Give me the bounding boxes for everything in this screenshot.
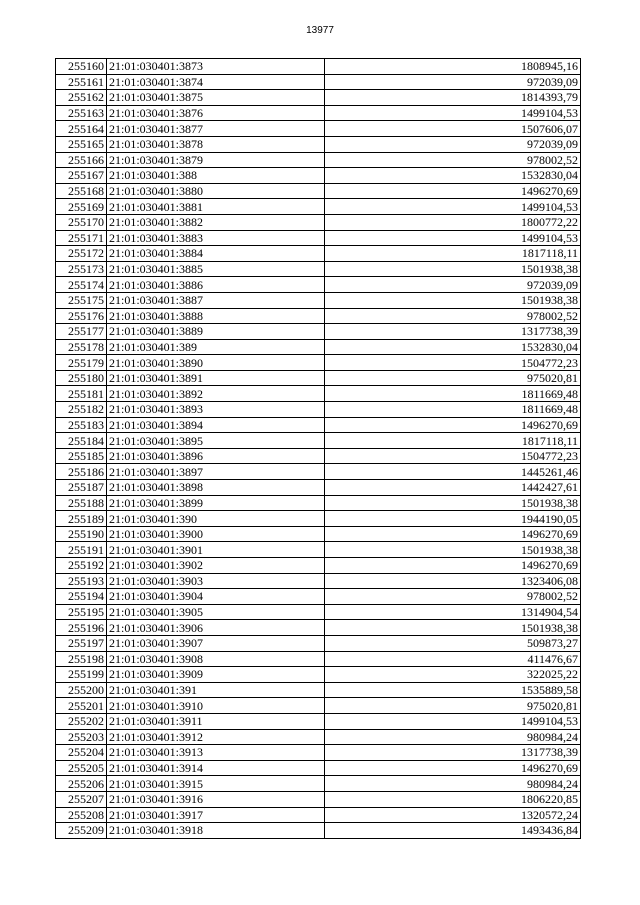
table-row — [56, 74, 581, 90]
row-number-cell: 255203 — [56, 729, 107, 745]
cadastral-number-cell: 21:01:030401:3912 — [107, 729, 325, 745]
table-row — [56, 573, 581, 589]
table-row — [56, 433, 581, 449]
table-row — [56, 713, 581, 729]
cadastral-value-cell: 1800772,22 — [325, 214, 581, 230]
row-number-cell: 255183 — [56, 417, 107, 433]
row-number-cell: 255169 — [56, 199, 107, 215]
row-number-cell: 255179 — [56, 355, 107, 371]
table-row — [56, 370, 581, 386]
table-row — [56, 199, 581, 215]
table-row — [56, 59, 581, 75]
cadastral-number-cell: 21:01:030401:3893 — [107, 402, 325, 418]
cadastral-value-cell: 1504772,23 — [325, 448, 581, 464]
cadastral-number-cell: 21:01:030401:3896 — [107, 448, 325, 464]
cadastral-value-cell: 1499104,53 — [325, 199, 581, 215]
cadastral-number-cell: 21:01:030401:3890 — [107, 355, 325, 371]
cadastral-number-cell: 21:01:030401:3877 — [107, 121, 325, 137]
table-row — [56, 402, 581, 418]
row-number-cell: 255178 — [56, 339, 107, 355]
table-row — [56, 355, 581, 371]
row-number-cell: 255205 — [56, 760, 107, 776]
row-number-cell: 255170 — [56, 214, 107, 230]
cadastral-number-cell: 21:01:030401:3887 — [107, 292, 325, 308]
cadastral-number-cell: 21:01:030401:3910 — [107, 698, 325, 714]
row-number-cell: 255186 — [56, 464, 107, 480]
cadastral-value-cell: 980984,24 — [325, 776, 581, 792]
cadastral-number-cell: 21:01:030401:3880 — [107, 183, 325, 199]
cadastral-number-cell: 21:01:030401:3882 — [107, 214, 325, 230]
table-row — [56, 729, 581, 745]
cadastral-number-cell: 21:01:030401:3911 — [107, 713, 325, 729]
cadastral-number-cell: 21:01:030401:3901 — [107, 542, 325, 558]
cadastral-value-cell: 1317738,39 — [325, 324, 581, 340]
cadastral-value-cell: 975020,81 — [325, 370, 581, 386]
table-row — [56, 760, 581, 776]
cadastral-value-table — [55, 58, 581, 839]
table-row — [56, 511, 581, 527]
cadastral-value-cell: 972039,09 — [325, 136, 581, 152]
row-number-cell: 255163 — [56, 105, 107, 121]
table-row — [56, 526, 581, 542]
cadastral-number-cell: 21:01:030401:3883 — [107, 230, 325, 246]
row-number-cell: 255190 — [56, 526, 107, 542]
table-row — [56, 791, 581, 807]
cadastral-value-cell: 1496270,69 — [325, 417, 581, 433]
cadastral-number-cell: 21:01:030401:3891 — [107, 370, 325, 386]
cadastral-value-cell: 1323406,08 — [325, 573, 581, 589]
cadastral-number-cell: 21:01:030401:3874 — [107, 74, 325, 90]
cadastral-number-cell: 21:01:030401:3916 — [107, 791, 325, 807]
table-row — [56, 745, 581, 761]
row-number-cell: 255165 — [56, 136, 107, 152]
row-number-cell: 255195 — [56, 604, 107, 620]
cadastral-number-cell: 21:01:030401:3913 — [107, 745, 325, 761]
row-number-cell: 255182 — [56, 402, 107, 418]
row-number-cell: 255171 — [56, 230, 107, 246]
cadastral-value-cell: 1499104,53 — [325, 105, 581, 121]
row-number-cell: 255172 — [56, 246, 107, 262]
row-number-cell: 255197 — [56, 635, 107, 651]
row-number-cell: 255196 — [56, 620, 107, 636]
row-number-cell: 255173 — [56, 261, 107, 277]
cadastral-number-cell: 21:01:030401:3903 — [107, 573, 325, 589]
row-number-cell: 255176 — [56, 308, 107, 324]
table-row — [56, 168, 581, 184]
cadastral-number-cell: 21:01:030401:388 — [107, 168, 325, 184]
row-number-cell: 255188 — [56, 495, 107, 511]
row-number-cell: 255209 — [56, 823, 107, 839]
table-row — [56, 339, 581, 355]
cadastral-value-cell: 1501938,38 — [325, 261, 581, 277]
cadastral-value-cell: 1532830,04 — [325, 168, 581, 184]
table-row — [56, 651, 581, 667]
row-number-cell: 255181 — [56, 386, 107, 402]
row-number-cell: 255194 — [56, 589, 107, 605]
row-number-cell: 255200 — [56, 682, 107, 698]
cadastral-value-cell: 1496270,69 — [325, 183, 581, 199]
table-row — [56, 480, 581, 496]
cadastral-value-cell: 972039,09 — [325, 74, 581, 90]
cadastral-value-cell: 1944190,05 — [325, 511, 581, 527]
cadastral-number-cell: 21:01:030401:3885 — [107, 261, 325, 277]
row-number-cell: 255164 — [56, 121, 107, 137]
cadastral-number-cell: 21:01:030401:3907 — [107, 635, 325, 651]
cadastral-value-cell: 978002,52 — [325, 308, 581, 324]
table-row — [56, 698, 581, 714]
row-number-cell: 255175 — [56, 292, 107, 308]
table-row — [56, 324, 581, 340]
cadastral-value-cell: 1535889,58 — [325, 682, 581, 698]
cadastral-value-cell: 1320572,24 — [325, 807, 581, 823]
table-row — [56, 635, 581, 651]
row-number-cell: 255207 — [56, 791, 107, 807]
cadastral-value-cell: 1811669,48 — [325, 386, 581, 402]
cadastral-value-cell: 1501938,38 — [325, 542, 581, 558]
cadastral-number-cell: 21:01:030401:3897 — [107, 464, 325, 480]
cadastral-value-cell: 411476,67 — [325, 651, 581, 667]
cadastral-value-cell: 1496270,69 — [325, 526, 581, 542]
cadastral-number-cell: 21:01:030401:3905 — [107, 604, 325, 620]
cadastral-value-cell: 1442427,61 — [325, 480, 581, 496]
row-number-cell: 255201 — [56, 698, 107, 714]
cadastral-number-cell: 21:01:030401:3917 — [107, 807, 325, 823]
table-body — [56, 59, 581, 839]
row-number-cell: 255204 — [56, 745, 107, 761]
table-row — [56, 464, 581, 480]
cadastral-value-cell: 972039,09 — [325, 277, 581, 293]
table-row — [56, 542, 581, 558]
cadastral-number-cell: 21:01:030401:3878 — [107, 136, 325, 152]
row-number-cell: 255180 — [56, 370, 107, 386]
page-number: 13977 — [306, 25, 334, 36]
table-row — [56, 448, 581, 464]
row-number-cell: 255160 — [56, 59, 107, 75]
cadastral-value-cell: 1496270,69 — [325, 760, 581, 776]
cadastral-number-cell: 21:01:030401:3894 — [107, 417, 325, 433]
row-number-cell: 255192 — [56, 558, 107, 574]
cadastral-value-cell: 1314904,54 — [325, 604, 581, 620]
row-number-cell: 255208 — [56, 807, 107, 823]
row-number-cell: 255167 — [56, 168, 107, 184]
cadastral-number-cell: 21:01:030401:3902 — [107, 558, 325, 574]
table-row — [56, 152, 581, 168]
table-row — [56, 776, 581, 792]
row-number-cell: 255174 — [56, 277, 107, 293]
row-number-cell: 255199 — [56, 667, 107, 683]
cadastral-number-cell: 21:01:030401:3892 — [107, 386, 325, 402]
table-row — [56, 589, 581, 605]
table-row — [56, 495, 581, 511]
cadastral-number-cell: 21:01:030401:3906 — [107, 620, 325, 636]
cadastral-value-cell: 1504772,23 — [325, 355, 581, 371]
cadastral-value-cell: 1507606,07 — [325, 121, 581, 137]
row-number-cell: 255162 — [56, 90, 107, 106]
cadastral-number-cell: 21:01:030401:3898 — [107, 480, 325, 496]
table-row — [56, 90, 581, 106]
table-row — [56, 386, 581, 402]
table-row — [56, 308, 581, 324]
row-number-cell: 255198 — [56, 651, 107, 667]
table-row — [56, 292, 581, 308]
row-number-cell: 255184 — [56, 433, 107, 449]
cadastral-value-cell: 1499104,53 — [325, 230, 581, 246]
cadastral-number-cell: 21:01:030401:3914 — [107, 760, 325, 776]
table-row — [56, 417, 581, 433]
cadastral-value-cell: 509873,27 — [325, 635, 581, 651]
row-number-cell: 255206 — [56, 776, 107, 792]
table-row — [56, 121, 581, 137]
cadastral-number-cell: 21:01:030401:3879 — [107, 152, 325, 168]
cadastral-value-cell: 1808945,16 — [325, 59, 581, 75]
table-row — [56, 620, 581, 636]
table-row — [56, 230, 581, 246]
cadastral-number-cell: 21:01:030401:3886 — [107, 277, 325, 293]
cadastral-value-cell: 1532830,04 — [325, 339, 581, 355]
row-number-cell: 255191 — [56, 542, 107, 558]
cadastral-value-cell: 1806220,85 — [325, 791, 581, 807]
row-number-cell: 255193 — [56, 573, 107, 589]
cadastral-value-cell: 1501938,38 — [325, 495, 581, 511]
cadastral-value-cell: 1496270,69 — [325, 558, 581, 574]
cadastral-number-cell: 21:01:030401:3918 — [107, 823, 325, 839]
cadastral-value-cell: 1499104,53 — [325, 713, 581, 729]
cadastral-value-cell: 1445261,46 — [325, 464, 581, 480]
table-row — [56, 667, 581, 683]
cadastral-value-cell: 322025,22 — [325, 667, 581, 683]
cadastral-value-cell: 975020,81 — [325, 698, 581, 714]
row-number-cell: 255202 — [56, 713, 107, 729]
cadastral-number-cell: 21:01:030401:390 — [107, 511, 325, 527]
table-row — [56, 246, 581, 262]
table-row — [56, 183, 581, 199]
table-row — [56, 558, 581, 574]
table-row — [56, 136, 581, 152]
table-row — [56, 277, 581, 293]
cadastral-number-cell: 21:01:030401:391 — [107, 682, 325, 698]
cadastral-number-cell: 21:01:030401:3915 — [107, 776, 325, 792]
row-number-cell: 255166 — [56, 152, 107, 168]
cadastral-number-cell: 21:01:030401:3888 — [107, 308, 325, 324]
table-row — [56, 823, 581, 839]
cadastral-value-cell: 1501938,38 — [325, 292, 581, 308]
cadastral-number-cell: 21:01:030401:3904 — [107, 589, 325, 605]
row-number-cell: 255168 — [56, 183, 107, 199]
cadastral-value-cell: 1817118,11 — [325, 433, 581, 449]
cadastral-number-cell: 21:01:030401:389 — [107, 339, 325, 355]
row-number-cell: 255185 — [56, 448, 107, 464]
cadastral-value-cell: 1493436,84 — [325, 823, 581, 839]
cadastral-value-cell: 980984,24 — [325, 729, 581, 745]
table-row — [56, 807, 581, 823]
cadastral-number-cell: 21:01:030401:3900 — [107, 526, 325, 542]
row-number-cell: 255161 — [56, 74, 107, 90]
row-number-cell: 255177 — [56, 324, 107, 340]
cadastral-value-cell: 1814393,79 — [325, 90, 581, 106]
cadastral-value-cell: 978002,52 — [325, 152, 581, 168]
cadastral-number-cell: 21:01:030401:3895 — [107, 433, 325, 449]
cadastral-value-cell: 1317738,39 — [325, 745, 581, 761]
cadastral-number-cell: 21:01:030401:3889 — [107, 324, 325, 340]
cadastral-number-cell: 21:01:030401:3875 — [107, 90, 325, 106]
row-number-cell: 255189 — [56, 511, 107, 527]
cadastral-value-cell: 1501938,38 — [325, 620, 581, 636]
table-row — [56, 214, 581, 230]
row-number-cell: 255187 — [56, 480, 107, 496]
cadastral-value-cell: 1811669,48 — [325, 402, 581, 418]
table-row — [56, 105, 581, 121]
cadastral-number-cell: 21:01:030401:3908 — [107, 651, 325, 667]
cadastral-number-cell: 21:01:030401:3899 — [107, 495, 325, 511]
table-row — [56, 604, 581, 620]
cadastral-number-cell: 21:01:030401:3876 — [107, 105, 325, 121]
cadastral-number-cell: 21:01:030401:3909 — [107, 667, 325, 683]
table-row — [56, 261, 581, 277]
cadastral-value-cell: 978002,52 — [325, 589, 581, 605]
table-row — [56, 682, 581, 698]
cadastral-number-cell: 21:01:030401:3873 — [107, 59, 325, 75]
cadastral-number-cell: 21:01:030401:3881 — [107, 199, 325, 215]
cadastral-number-cell: 21:01:030401:3884 — [107, 246, 325, 262]
cadastral-value-cell: 1817118,11 — [325, 246, 581, 262]
